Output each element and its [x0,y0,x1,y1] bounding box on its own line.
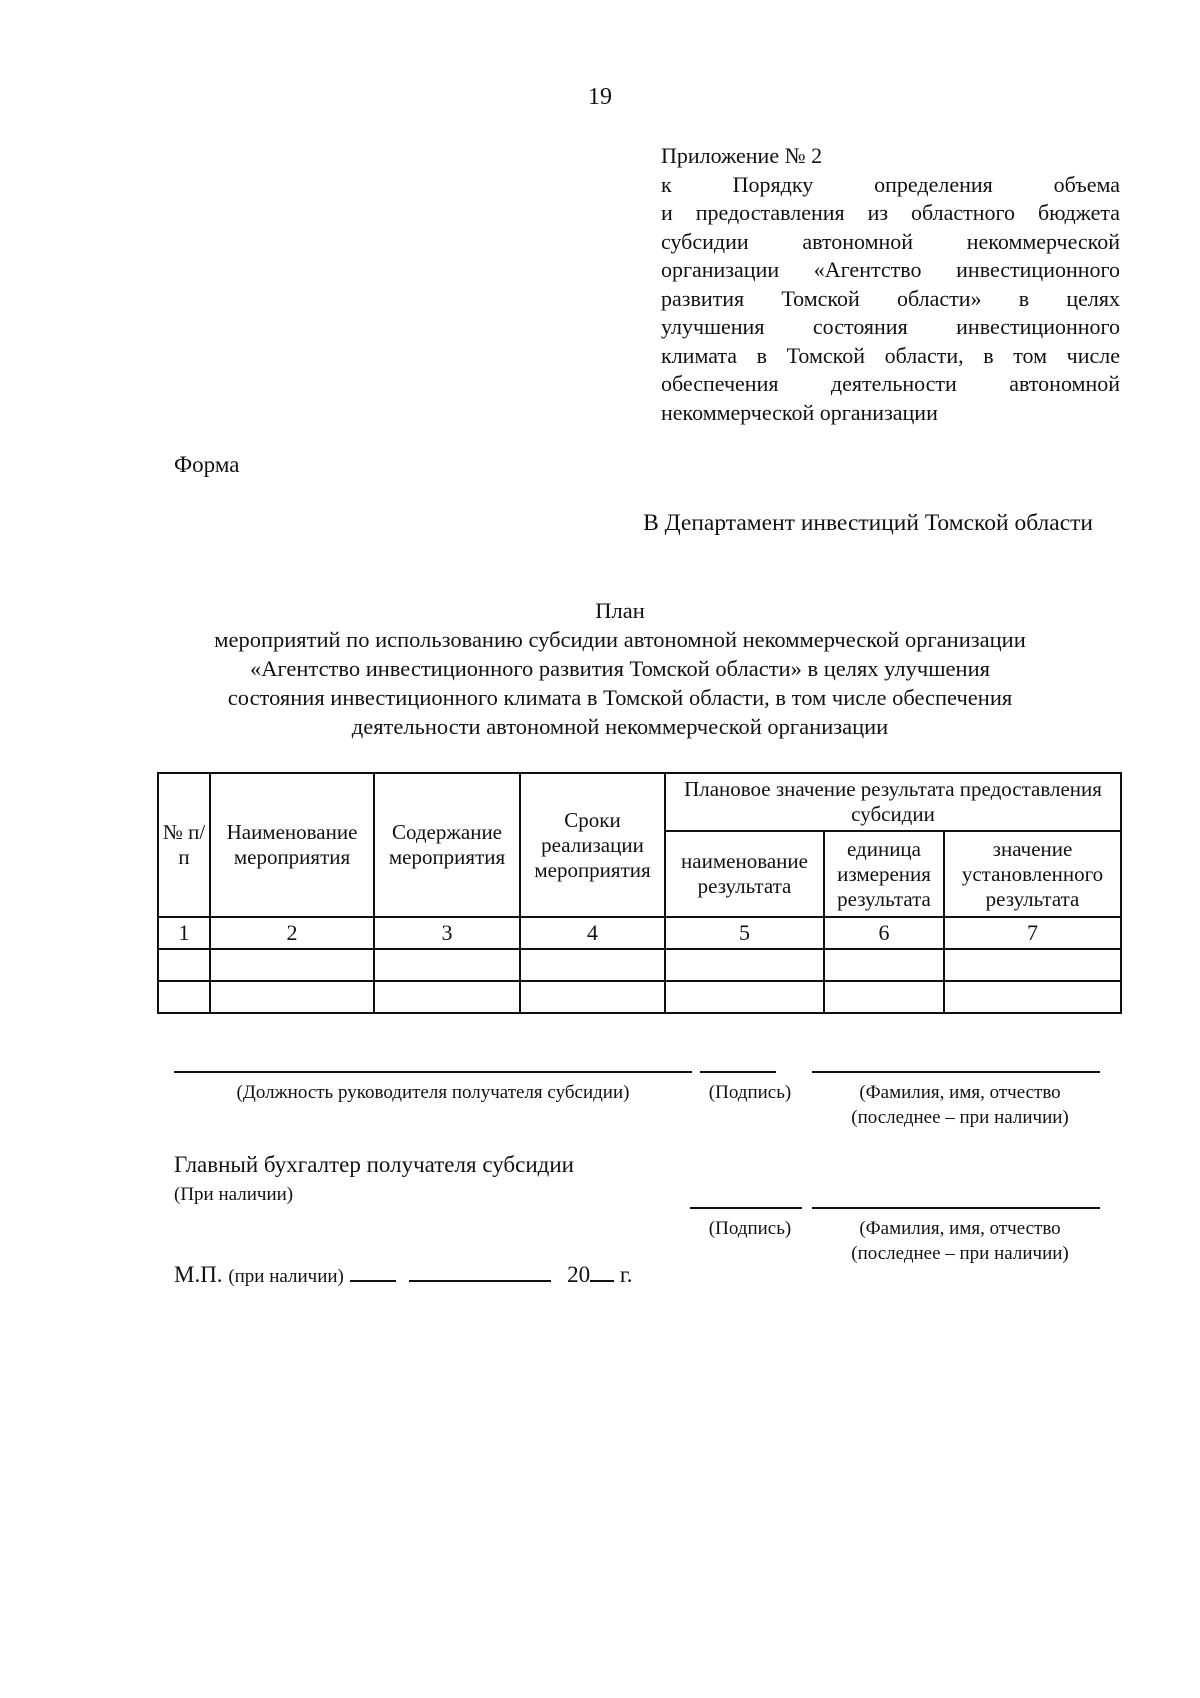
plan-subtitle-line: состояния инвестиционного климата в Томской области, в том числе обеспечения [227,685,1013,710]
header-result-unit: единица измерения результата [824,831,944,917]
table-cell[interactable] [824,981,944,1013]
table-cell[interactable] [665,949,824,981]
fio-caption-line: (последнее – при наличии) [851,1243,1069,1264]
appendix-line: и предоставления из областного бюджета [661,200,1120,225]
fio-caption-line: (Фамилия, имя, отчество [859,1218,1061,1239]
header-event-content: Содержание мероприятия [374,773,520,917]
month-blank[interactable] [409,1260,551,1282]
plan-title: План [595,598,645,623]
column-number: 3 [374,917,520,949]
chief-fio-line[interactable] [812,1207,1100,1209]
plan-subtitle-line: «Агентство инвестиционного развития Томской области» в целях улучшения [250,656,990,681]
plan-title-block [150,596,1090,741]
header-result-name: наименование результата [665,831,824,917]
appendix-title: Приложение № 2 [661,143,823,168]
column-number: 7 [944,917,1121,949]
appendix-line: организации «Агентство инвестиционного [661,257,1120,282]
column-number: 6 [824,917,944,949]
appendix-block [661,142,1120,427]
fio-caption-line: (последнее – при наличии) [851,1107,1069,1128]
year-suffix: г. [619,1262,633,1287]
header-event-name: Наименование мероприятия [210,773,374,917]
chief-fio-caption [810,1216,1110,1266]
appendix-line: климата в Томской области, в том числе [661,342,1120,368]
table-cell[interactable] [210,981,374,1013]
fio-caption [810,1080,1110,1130]
plan-subtitle-line: деятельности автономной некоммерческой организации [351,714,889,739]
table-cell[interactable] [374,949,520,981]
header-planned-value-group: Плановое значение результата предоставления субсидии [665,773,1121,831]
addressee: В Департамент инвестиций Томской области [643,510,1093,536]
fio-caption-line: (Фамилия, имя, отчество [859,1082,1061,1103]
chief-accountant-note: (При наличии) [174,1184,294,1205]
table-cell[interactable] [158,949,210,981]
chief-signature-line[interactable] [690,1207,802,1209]
table-cell[interactable] [210,949,374,981]
plan-table [157,772,1122,1014]
table-row [158,949,1121,981]
table-cell[interactable] [520,949,665,981]
appendix-line: развития Томской области» в целях [661,285,1120,311]
table-cell[interactable] [374,981,520,1013]
seal-label: М.П. [174,1262,223,1287]
column-number: 2 [210,917,374,949]
table-cell[interactable] [665,981,824,1013]
fio-signature-line[interactable] [812,1071,1100,1073]
appendix-line: субсидии автономной некоммерческой [661,228,1120,254]
year-prefix: 20 [567,1262,591,1287]
appendix-line: к Порядку определения объема [661,171,1120,197]
seal-date-line [174,1260,632,1288]
column-number: 1 [158,917,210,949]
form-label: Форма [174,452,240,477]
column-number: 4 [520,917,665,949]
header-num: № п/п [158,773,210,917]
table-cell[interactable] [944,981,1121,1013]
header-event-terms: Сроки реализации мероприятия [520,773,665,917]
appendix-line: обеспечения деятельности автономной [661,371,1120,396]
table-row [158,981,1121,1013]
appendix-line-last: некоммерческой организации [661,399,938,425]
signature-caption: (Подпись) [708,1082,792,1103]
header-result-value: значение установленного результата [944,831,1121,917]
position-signature-line[interactable] [174,1071,692,1073]
signature-line[interactable] [700,1071,776,1073]
table-cell[interactable] [824,949,944,981]
appendix-line: улучшения состояния инвестиционного [661,314,1120,339]
chief-signature-caption: (Подпись) [708,1218,792,1239]
year-blank[interactable] [590,1260,614,1282]
table-cell[interactable] [944,949,1121,981]
seal-note: (при наличии) [228,1266,344,1287]
page-number: 19 [588,84,612,110]
column-numbers-row [158,917,1121,949]
position-caption: (Должность руководителя получателя субсидии) [236,1082,630,1103]
column-number: 5 [665,917,824,949]
day-blank[interactable] [350,1260,396,1282]
table-cell[interactable] [158,981,210,1013]
plan-subtitle-line: мероприятий по использованию субсидии автономной некоммерческой организации [214,627,1026,652]
table-cell[interactable] [520,981,665,1013]
chief-accountant-label: Главный бухгалтер получателя субсидии [174,1152,574,1177]
